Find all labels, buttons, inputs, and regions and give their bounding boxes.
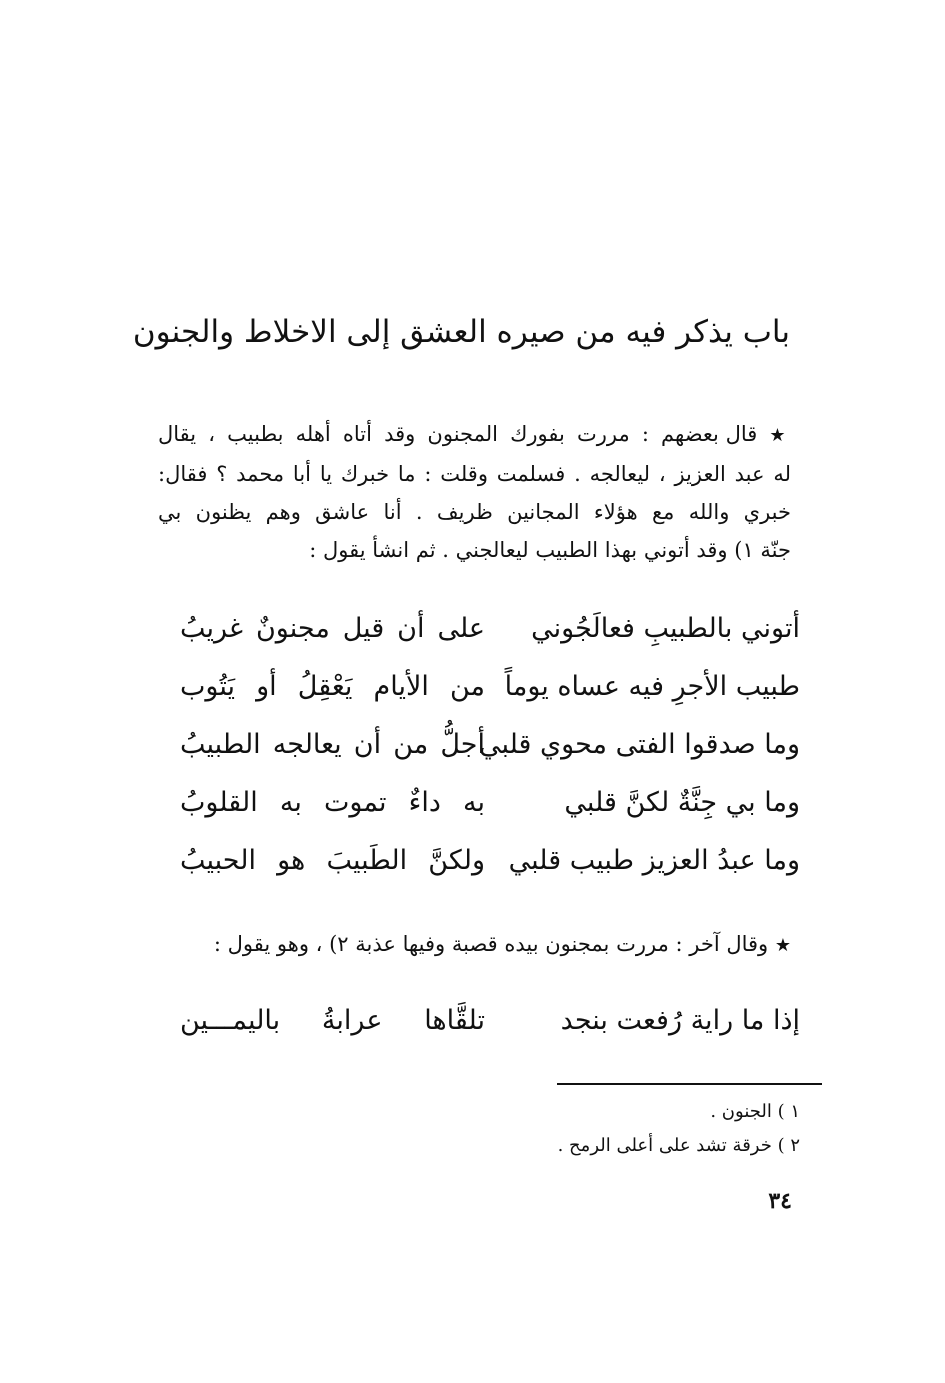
verse-second-hemistich: به داءٌ تموت به القلوبُ [180, 787, 485, 818]
footnote-divider [557, 1083, 822, 1085]
verse-line [180, 832, 800, 890]
chapter-title: باب يذكر فيه من صيره العشق إلى الاخلاط والجنون [132, 314, 790, 350]
poem-2 [180, 992, 800, 1050]
paragraph-1-line-4: جنّة ١) وقد أتوني بهذا الطبيب ليعالجني . ثم انشأ يقول : [309, 538, 791, 562]
page-number: ٣٤ [768, 1188, 792, 1214]
verse-first-hemistich: وما صدقوا الفتى محوي قلبي [478, 729, 800, 760]
star-icon: ★ [774, 935, 791, 956]
footnote-2: ٢ ) خرقة تشد على أعلى الرمح . [557, 1135, 800, 1156]
verse-first-hemistich: أتوني بالطبيبِ فعالَجُوني [531, 613, 800, 644]
verse-first-hemistich: إذا ما راية رُفعت بنجد [560, 1005, 800, 1036]
footnotes [400, 1095, 800, 1163]
verse-second-hemistich: على أن قيل مجنونٌ غريبُ [180, 613, 485, 644]
verse-line [180, 716, 800, 774]
verse-line [180, 658, 800, 716]
verse-first-hemistich: وما بي جِنَّةٌ لكنَّ قلبي [564, 787, 800, 818]
star-icon: ★ [769, 425, 791, 446]
footnote-1: ١ ) الجنون . [710, 1101, 800, 1122]
verse-line [180, 774, 800, 832]
poem-1 [180, 600, 800, 890]
verse-first-hemistich: وما عبدُ العزيز طبيب قلبي [508, 845, 800, 876]
paragraph-1-line-3: خبري والله مع هؤلاء المجانين ظريف . أنا عاشق وهم يظنون بي [158, 500, 791, 524]
verse-second-hemistich: من الأيام يَعْقِلُ أو يَتُوب [180, 671, 485, 702]
verse-second-hemistich: تلقَّاها عرابةُ باليمـــين [180, 1005, 485, 1036]
paragraph-2-line-1: ★ وقال آخر : مررت بمجنون بيده قصبة وفيها عذبة ٢) ، وهو يقول : [213, 932, 791, 956]
paragraph-1 [158, 415, 791, 569]
paragraph-2 [158, 925, 791, 965]
verse-line [180, 992, 800, 1050]
verse-line [180, 600, 800, 658]
verse-second-hemistich: ولكنَّ الطَبيبَ هو الحبيبُ [180, 845, 485, 876]
paragraph-1-line-2: له عبد العزيز ، ليعالجه . فسلمت وقلت : ما خبرك يا أبا محمد ؟ فقال: [158, 462, 791, 486]
verse-first-hemistich: طبيب الأجرِ فيه عساه يوماً [504, 671, 800, 702]
verse-second-hemistich: أجلُّ من أن يعالجه الطبيبُ [180, 729, 485, 760]
paragraph-1-line-1: ★ قال بعضهم : مررت بفورك المجنون وقد أتاه أهله بطبيب ، يقال [158, 422, 791, 446]
